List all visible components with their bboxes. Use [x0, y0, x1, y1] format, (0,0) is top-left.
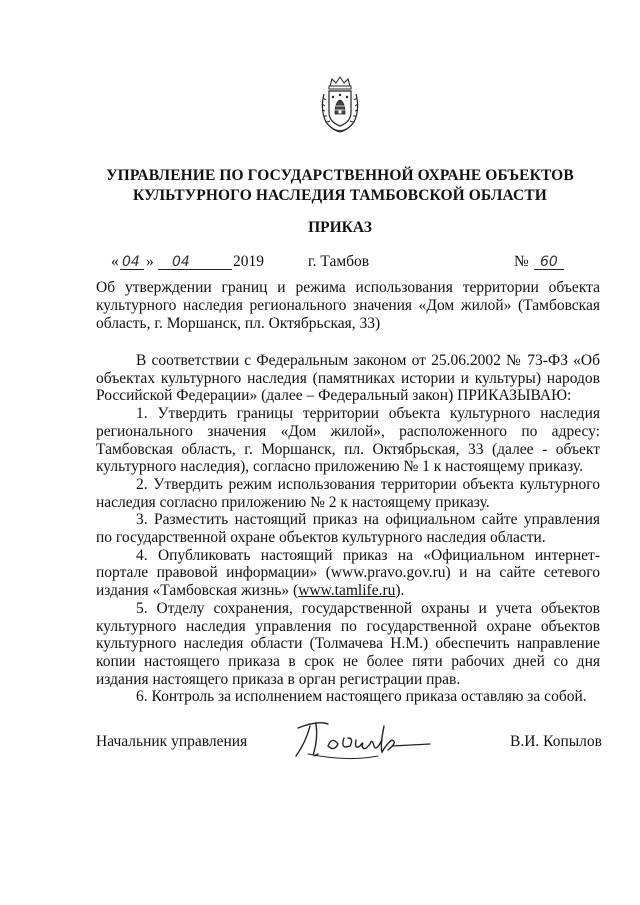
document-number: 60 — [540, 254, 558, 270]
date-close-quote: » — [146, 253, 154, 270]
number-label: № — [514, 253, 529, 270]
organization-title-line2: КУЛЬТУРНОГО НАСЛЕДИЯ ТАМБОВСКОЙ ОБЛАСТИ — [133, 187, 547, 204]
signer-position: Начальник управления — [96, 733, 248, 750]
order-item-1: 1. Утвердить границы территории объекта культурного наследия регионального значения «Дом жилой», расположенного по адресу: Тамбовская область, г. Моршанск, пл. Октябрьская, 33 (далее - объект культурного наследия), согласно приложению № 1 к настоящему приказу. — [96, 405, 600, 476]
order-item-6: 6. Контроль за исполнением настоящего приказа оставляю за собой. — [136, 688, 587, 706]
date-month: 04 — [172, 254, 190, 270]
date-day-underline — [120, 269, 144, 270]
order-item-4-text: 4. Опубликовать настоящий приказ на «Официальном интернет-портале правовой информации» (www.pravo.gov.ru) и на сайте сетевого издания «Тамбовская жизнь» ( — [96, 546, 600, 600]
order-item-4-end: ). — [395, 582, 405, 600]
coat-of-arms-icon — [318, 76, 362, 134]
order-item-2: 2. Утвердить режим использования территории объекта культурного наследия согласно приложению № 2 к настоящему приказу. — [96, 475, 600, 511]
date-open-quote: « — [111, 253, 119, 270]
city-name: г. Тамбов — [308, 253, 370, 270]
organization-title — [80, 166, 600, 206]
preamble-paragraph: В соответствии с Федеральным законом от 25.06.2002 № 73-ФЗ «Об объектах культурного наследия (памятниках истории и культуры) народов Российской Федерации» (далее – Федеральный закон) ПРИКАЗЫВАЮ: — [96, 352, 600, 405]
order-item-4 — [96, 547, 600, 600]
date-year: 2019 — [233, 253, 264, 270]
signer-name: В.И. Копылов — [510, 733, 602, 750]
document-number-underline — [534, 269, 564, 270]
document-type: ПРИКАЗ — [308, 219, 372, 236]
order-item-5: 5. Отделу сохранения, государственной охраны и учета объектов культурного наследия управления по государственной охране объектов культурного наследия области (Толмачева Н.М.) обеспечить направление копии настоящего приказа в срок не более пяти рабочих дней со дня издания настоящего приказа в орган регистрации прав. — [96, 599, 600, 688]
document-body — [96, 352, 600, 706]
organization-title-line1: УПРАВЛЕНИЕ ПО ГОСУДАРСТВЕННОЙ ОХРАНЕ ОБЪЕКТОВ — [106, 167, 574, 184]
handwritten-signature-icon — [288, 716, 438, 766]
tamlife-link[interactable]: www.tamlife.ru — [298, 582, 396, 600]
document-subject: Об утверждении границ и режима использования территории объекта культурного наследия регионального значения «Дом жилой» (Тамбовская область, г. Моршанск, пл. Октябрьская, 33) — [96, 279, 600, 332]
date-month-underline — [158, 269, 232, 270]
date-day: 04 — [122, 254, 140, 270]
order-item-3: 3. Разместить настоящий приказ на официальном сайте управления по государственной охране объектов культурного наследия области. — [96, 511, 600, 547]
